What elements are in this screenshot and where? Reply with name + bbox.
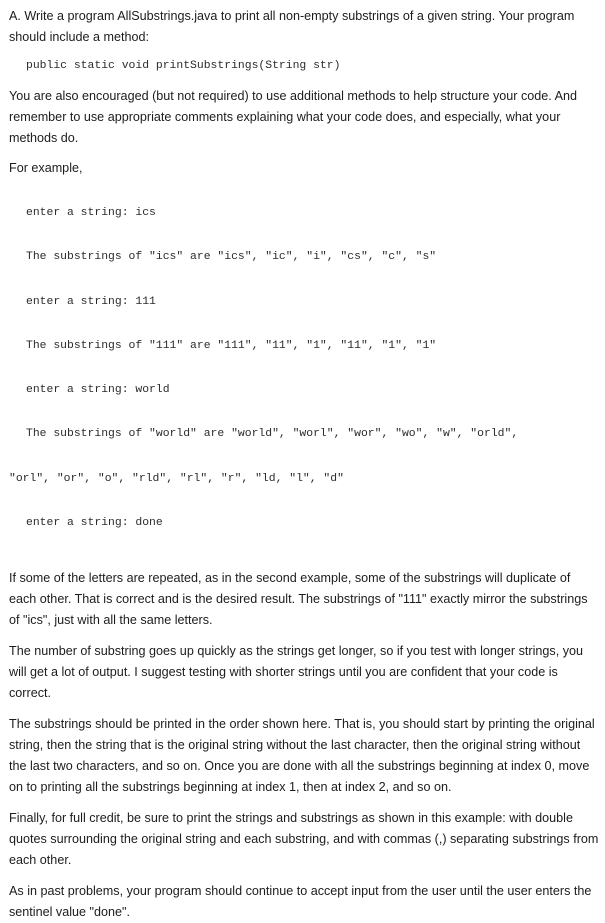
example-line: enter a string: ics [26, 207, 156, 219]
example-line: The substrings of "world" are "world", "worl", "wor", "wo", "w", "orld", [26, 428, 519, 441]
full-credit-paragraph: Finally, for full credit, be sure to print the strings and substrings as shown in this example: with double quotes surrounding the original string and each substring, and with commas (,) separating substrings from each other. [9, 811, 599, 868]
encourage-paragraph: You are also encouraged (but not required) to use additional methods to help structure your code. And remember to use appropriate comments explaining what your code does, and especially, what your methods do. [9, 89, 578, 145]
method-signature: public static void printSubstrings(String str) [26, 60, 341, 72]
example-line: The substrings of "ics" are "ics", "ic", "i", "cs", "c", "s" [26, 251, 437, 264]
intro-paragraph: A. Write a program AllSubstrings.java to print all non-empty substrings of a given string. Your program should include a method: [9, 9, 575, 44]
assignment-document [9, 6, 599, 923]
sentinel-paragraph: As in past problems, your program should continue to accept input from the user until the user enters the sentinel value "done". [9, 884, 592, 920]
repeated-letters-paragraph: If some of the letters are repeated, as in the second example, some of the substrings will duplicate of each other. That is correct and is the desired result. The substrings of "111" exactly mirror the substrings of "ics", just with all the same letters. [9, 571, 588, 628]
example-line: "orl", "or", "o", "rld", "rl", "r", "ld, "l", "d" [9, 472, 344, 485]
example-label: For example, [9, 161, 83, 175]
print-order-paragraph: The substrings should be printed in the order shown here. That is, you should start by printing the original string, then the string that is the original string without the last character, then the original string without the last two characters, and so on. Once you are done with all the substrings beginning at index 0, move on to printing all the substrings beginning at index 1, then at index 2, and so on. [9, 717, 595, 795]
example-output [9, 179, 599, 557]
example-line: enter a string: done [26, 517, 163, 530]
example-line: enter a string: 111 [26, 295, 156, 308]
substring-growth-paragraph: The number of substring goes up quickly as the strings get longer, so if you test with longer strings, you will get a lot of output. I suggest testing with shorter strings until you are confident that your code is correct. [9, 644, 584, 701]
example-line: The substrings of "111" are "111", "11", "1", "11", "1", "1" [26, 339, 437, 352]
example-line: enter a string: world [26, 384, 170, 397]
